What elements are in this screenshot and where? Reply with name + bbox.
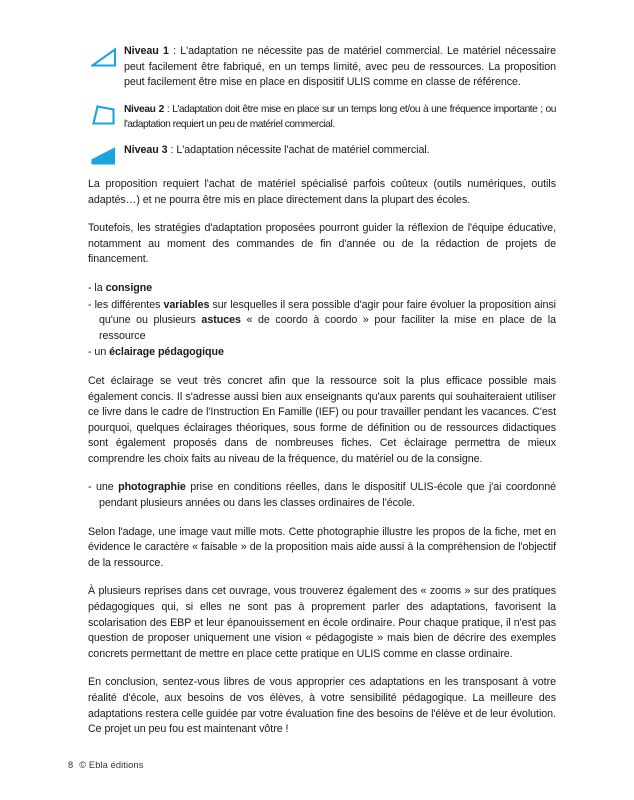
page-footer — [68, 760, 143, 770]
page-number: 8 — [68, 760, 74, 770]
paragraph-adage: Selon l'adage, une image vaut mille mots. Cette photographie illustre les propos de la fiche, met en évidence le caractère « faisable » de la proposition mais aide aussi à la compréhension de l'objectif de la ressource. — [88, 525, 556, 569]
bullet-eclairage-term: éclairage pédagogique — [109, 346, 224, 359]
paragraph-eclairage: Cet éclairage se veut très concret afin que la ressource soit la plus efficace possible mais également concis. Il s'adresse aussi bien aux enseignants qu'aux parents qui souhaiteraient utiliser ce livre dans le cadre de l'Instruction En Famille (IEF) ou pour travailler pendant les vacances. C'est pourquoi, quelques éclairages théoriques, sous forme de définition ou de ressources didactiques sont également proposés dans de nombreuses fiches. Cet éclairage permettra de mieux comprendre les choix faits au niveau de la fréquence, du matériel ou de la consigne. — [88, 374, 556, 465]
level-3-text — [124, 143, 556, 159]
level-1-wedge-outline-icon — [91, 44, 119, 67]
bullet-variables-suffix: « de coordo à coordo » pour faciliter la mise en place de la ressource — [99, 314, 556, 342]
level-1-body: Le matériel nécessaire peut facilement être fabriqué, en un temps limité, avec peu de ressources. La proposition peut facilement être mise en place en dispositif ULIS comme en classe de référence. — [124, 45, 557, 89]
level-row-1 — [88, 44, 556, 91]
list-item-consigne — [88, 281, 556, 297]
level-2-text — [124, 102, 556, 133]
level-1-label: Niveau 1 — [124, 45, 169, 57]
bullet-eclairage-prefix: - un — [88, 346, 110, 359]
bullet-photographie-suffix: prise en conditions réelles, dans le dispositif ULIS-école que j'ai coordonné pendant plusieurs années ou dans les classes ordinaires de l'école. — [99, 481, 556, 510]
list-item-variables — [88, 298, 556, 345]
level-row-2 — [88, 102, 556, 133]
bullet-list-elements-fiche — [88, 281, 556, 361]
bullet-list-photographie — [88, 480, 556, 511]
paragraph-toutefois: Toutefois, les stratégies d'adaptation proposées pourront guider la réflexion de l'équipe éducative, notamment au moment des commandes de fin d'année ou de la rédaction de projets de financement. — [88, 222, 556, 266]
paragraph-zooms: À plusieurs reprises dans cet ouvrage, vous trouverez également des « zooms » sur des pratiques pédagogiques qui, si elles ne sont pas à proprement parler des adaptations, favorisent la scolarisation des EBP et leur épanouissement en école ordinaire. Pour chaque pratique, il n'est pas question de proposer uniquement une vision « pédagogiste » mais bien de décrire des exemples concrets permettant de mettre en place cette pratique en ULIS comme en classe ordinaire. — [88, 585, 556, 660]
level-row-3 — [88, 143, 556, 166]
list-item-photographie — [88, 480, 556, 511]
bullet-variables-prefix: - les différentes — [88, 298, 164, 311]
footer-copyright: © Ebla éditions — [79, 760, 144, 770]
level-3-wedge-filled-icon — [91, 143, 119, 166]
level-3-separator: : — [167, 143, 177, 156]
level-1-headline: L'adaptation ne nécessite pas de matériel commercial. — [180, 45, 443, 57]
bullet-consigne-prefix: - la — [88, 281, 106, 294]
bullet-consigne-term: consigne — [105, 281, 153, 294]
level-2-wedge-outline-icon — [91, 102, 119, 125]
page-content — [88, 44, 556, 738]
paragraph-level3-followup: La proposition requiert l'achat de matériel spécialisé parfois coûteux (outils numériques, outils adaptés…) et ne pourra être mis en place directement dans la plupart des écoles. — [88, 177, 556, 206]
paragraph-conclusion: En conclusion, sentez-vous libres de vous approprier ces adaptations en les transposant à votre réalité d'école, aux besoins de vos élèves, à votre sensibilité pédagogique. La meilleure des adaptations restera celle guidée par votre évaluation fine des besoins de l'élève et de leur évolution. Ce projet un peu fou est maintenant vôtre ! — [88, 676, 556, 736]
level-3-headline: L'adaptation nécessite l'achat de matériel commercial. — [176, 143, 430, 156]
level-2-headline: L'adaptation doit être mise en place sur un temps long et/ou à une fréquence importante ; ou l'adaptation requiert un peu de matériel commercial. — [124, 103, 556, 131]
bullet-variables-middle: sur lesquelles il sera possible d'agir pour faire évoluer la proposition ainsi qu'une ou plusieurs — [99, 298, 556, 327]
level-1-text — [124, 44, 556, 91]
list-item-eclairage — [88, 345, 556, 361]
level-1-separator: : — [168, 45, 181, 57]
bullet-photographie-term: photographie — [118, 481, 186, 494]
bullet-astuces-term: astuces — [201, 314, 241, 327]
level-3-label: Niveau 3 — [124, 143, 168, 156]
bullet-photographie-prefix: - une — [88, 481, 119, 494]
level-2-label: Niveau 2 — [124, 103, 165, 115]
level-2-separator: : — [164, 103, 173, 115]
bullet-variables-term: variables — [163, 298, 210, 311]
